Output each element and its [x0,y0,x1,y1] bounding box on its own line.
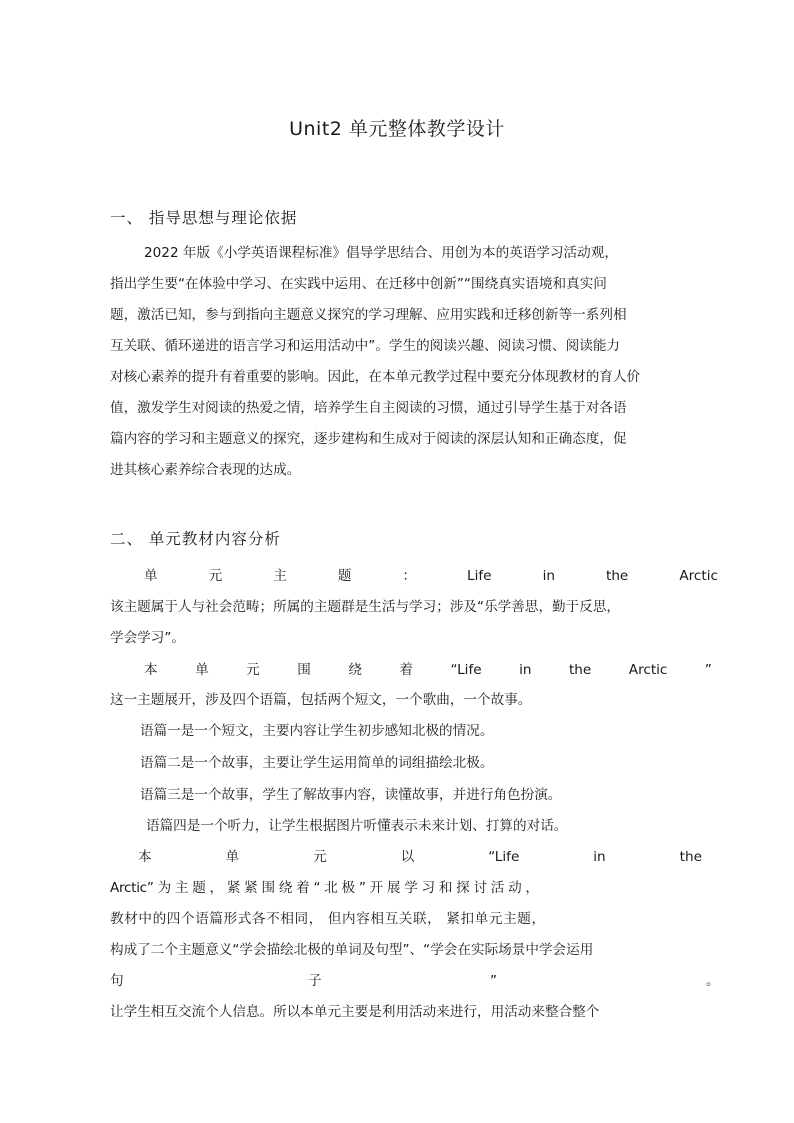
unit-token: 以 [400,849,415,865]
sentence-token: 子 [308,973,322,989]
unit-token: 单 [225,849,240,865]
around-token: 元 [246,662,260,678]
theme-token: Arctic [679,568,718,584]
unit-token: in [593,849,606,865]
around-token: “Life [450,662,482,678]
around-token: 绕 [348,662,362,678]
unit-token: 元 [313,849,327,865]
theme-token: Life [467,568,492,584]
paragraph-line: 学会学习”。 [110,630,186,646]
theme-line [144,566,718,586]
section-heading-1: 一、 指导思想与理论依据 [110,209,298,227]
sentence-token: 句 [110,973,124,989]
paragraph-line: 语篇一是一个短文，主要内容让学生初步感知北极的情况。 [140,723,494,739]
sentence-token: 。 [706,973,720,989]
paragraph-line: 互关联、循环递进的语言学习和运用活动中”。学生的阅读兴趣、阅读习惯、阅读能力 [110,338,621,354]
paragraph-line: 题，激活已知，参与到指向主题意义探究的学习理解、应用实践和迁移创新等一系列相 [110,307,627,323]
around-line [144,660,712,680]
theme-token: 元 [208,568,223,584]
paragraph-line: 语篇四是一个听力，让学生根据图片听懂表示未来计划、打算的对话。 [146,818,568,834]
around-token: 单 [195,662,209,678]
section-heading-2: 二、 单元教材内容分析 [110,530,281,548]
around-token: Arctic [628,662,668,678]
paragraph-line: 指出学生要“在体验中学习、在实践中运用、在迁移中创新”“围绕真实语境和真实问 [110,276,607,292]
theme-token: 题 [337,568,352,584]
paragraph-line: 让学生相互交流个人信息。所以本单元主要是利用活动来进行，用活动来整合整个 [110,1004,600,1020]
theme-token: in [542,568,555,584]
paragraph-line: 教材中的四个语篇形式各不相同， 但内容相互关联， 紧扣单元主题， [110,911,546,927]
theme-token: the [605,568,629,584]
paragraph-line: 进其核心素养综合表现的达成。 [110,462,301,478]
around-token: 围 [297,662,311,678]
page-title: Unit2 单元整体教学设计 [289,118,505,140]
theme-token: 主 [273,568,287,584]
paragraph-line: Arctic” 为 主 题 ， 紧 紧 围 绕 着 “ 北 极 ” 开 展 学 习 和 探 讨 活 动 ， [110,880,539,896]
paragraph-line: 篇内容的学习和主题意义的探究，逐步建构和生成对于阅读的深层认知和正确态度，促 [110,431,627,447]
sentence-token: ” [490,973,498,989]
paragraph-line: 语篇三是一个故事，学生了解故事内容，读懂故事，并进行角色扮演。 [140,787,562,803]
paragraph-line: 值，激发学生对阅读的热爱之情，培养学生自主阅读的习惯，通过引导学生基于对各语 [110,400,627,416]
paragraph-line: 对核心素养的提升有着重要的影响。因此，在本单元教学过程中要充分体现教材的育人价 [110,369,641,385]
around-token: in [519,662,532,678]
paragraph-line: 2022 年版《小学英语课程标准》倡导学思结合、用创为本的英语学习活动观， [144,245,618,261]
paragraph-line: 该主题属于人与社会范畴；所属的主题群是生活与学习；涉及“乐学善思，勤于反思， [110,599,621,615]
unit-token: “Life [488,849,520,865]
paragraph-line: 这一主题展开，涉及四个语篇，包括两个短文，一个歌曲，一个故事。 [110,692,532,708]
theme-token: 单 [144,568,158,584]
around-token: the [568,662,592,678]
unit-token: the [679,849,702,865]
around-token: ” [704,662,712,678]
unit-line [138,847,702,867]
unit-token: 本 [138,849,152,865]
around-token: 本 [144,662,158,678]
paragraph-line: 构成了二个主题意义“学会描绘北极的单词及句型”、“学会在实际场景中学会运用 [110,942,594,958]
paragraph-line: 语篇二是一个故事，主要让学生运用简单的词组描绘北极。 [140,755,494,771]
theme-token: ： [402,568,417,584]
around-token: 着 [399,662,413,678]
